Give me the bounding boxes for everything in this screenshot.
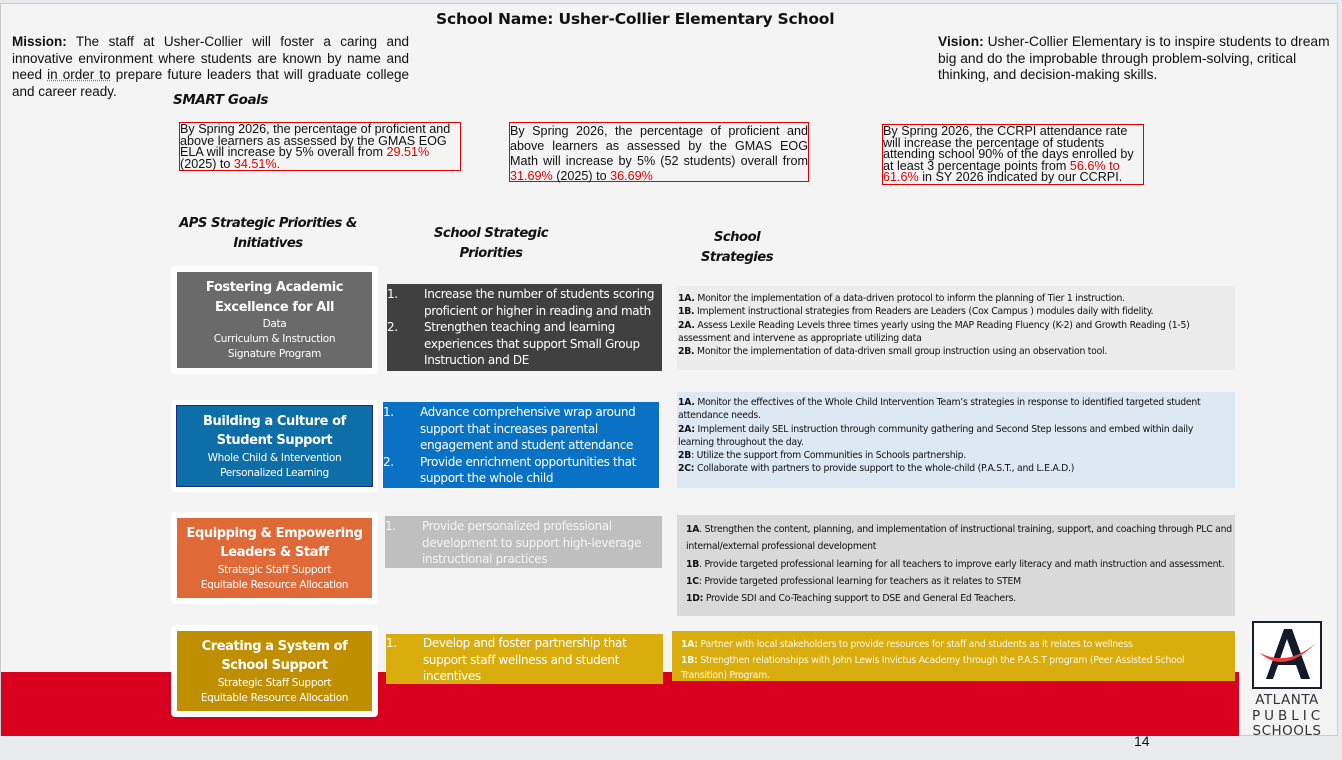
goal-text: By Spring 2026, the percentage of proficient and above learners as assessed by the GMAS EOG Math will increase by 5% (52 students) overall from [510, 124, 808, 168]
strategy-text: Monitor the implementation of data-driven small group instruction using an observation tool. [694, 346, 1108, 358]
priority-text: Provide personalized professional development to support high-leverage instructional practices [422, 519, 642, 567]
column-heading-school-strategies: School Strategies [700, 230, 774, 265]
strategy-code: 1C [686, 575, 699, 587]
school-priorities-box [387, 284, 662, 371]
page-title: School Name: Usher-Collier Elementary School [436, 10, 835, 28]
strategy-code: 1A [686, 524, 700, 535]
strategy-item [678, 292, 1231, 305]
priority-number: 2. [387, 320, 398, 335]
strategy-text: : Utilize the support from Communities in Schools partnership. [691, 450, 967, 462]
smart-goal-math [509, 122, 809, 182]
strategy-code: 1A: [681, 639, 698, 650]
strategy-text: Implement instructional strategies from Readers are Leaders (Cox Campus ) modules daily with fidelity. [694, 306, 1154, 318]
strategy-code: 1A. [678, 293, 695, 304]
school-priorities-box [385, 516, 662, 568]
smart-goals-heading: SMART Goals [173, 92, 269, 108]
aps-priority-title: Creating a System of School Support [201, 638, 348, 673]
goal-text: (2025) to [552, 169, 611, 183]
goal-value-from: 31.69% [510, 169, 553, 183]
strategy-code: 1B: [681, 654, 698, 666]
strategy-code: 1D: [686, 593, 704, 605]
strategy-item [678, 423, 1231, 450]
strategy-text: Strengthen relationships with John Lewis Invictus Academy through the P.A.S.T program (Peer Assisted School Transition) Program. [681, 654, 1185, 681]
page-number: 14 [1134, 733, 1150, 749]
priority-text: Provide enrichment opportunities that support the whole child [420, 454, 636, 486]
aps-a-icon [1254, 623, 1320, 687]
strategy-item [678, 449, 1231, 462]
mission-label: Mission: [12, 34, 67, 49]
aps-initiative: Strategic Staff Support [217, 563, 332, 576]
aps-priority-panel [177, 406, 372, 486]
strategy-item [686, 590, 1233, 607]
aps-priority-panel [177, 518, 372, 598]
mission-text-b: prepare future leaders that will graduate college and career ready. [12, 67, 409, 99]
strategy-text: : Provide targeted professional learning for teachers as it relates to STEM [698, 575, 1021, 587]
smart-goal-ela [179, 122, 461, 171]
mission-text-a: The staff at Usher-Collier will foster a caring and innovative environment where students are known by name and need [12, 34, 409, 82]
column-heading-aps: APS Strategic Priorities & Initiatives [179, 216, 357, 251]
slide [0, 3, 1338, 749]
strategy-item [678, 305, 1231, 318]
school-priority-item [383, 454, 659, 487]
strategy-text: Monitor the implementation of a data-driven protocol to inform the planning of Tier 1 instruction. [694, 293, 1125, 304]
priority-text: Advance comprehensive wrap around support that increases parental engagement and student attendance [420, 405, 636, 453]
school-priorities-list [385, 518, 662, 568]
strategy-code: 1A. [678, 397, 695, 408]
aps-initiative: Signature Program [227, 348, 322, 360]
aps-priority-card [171, 625, 378, 717]
goal-text: in SY 2026 indicated by our CCRPI. [918, 170, 1123, 184]
strategy-code: 2B. [678, 346, 695, 358]
mission-flagged-phrase: in order to [47, 67, 111, 82]
aps-priority-card [171, 266, 378, 374]
mission-statement [12, 34, 409, 100]
strategy-item [681, 637, 1231, 653]
school-priority-item [385, 518, 662, 568]
school-priorities-list [386, 635, 663, 685]
strategy-text: Partner with local stakeholders to provide resources for staff and students as it relates to wellness [697, 639, 1133, 650]
goal-text: By Spring 2026, the percentage of proficient and above learners as assessed by the GMAS EOG ELA will increase by 5% overall from [180, 122, 451, 159]
priority-number: 1. [385, 519, 396, 533]
strategy-code: 2A. [678, 319, 695, 331]
logo-line: PUBLIC [1252, 707, 1325, 724]
aps-initiative: Curriculum & Instruction [213, 333, 336, 345]
column-heading-school-priorities: School Strategic Priorities [433, 226, 549, 261]
school-priority-item [383, 404, 659, 454]
strategy-code: 2B [678, 450, 692, 462]
strategy-text: Collaborate with partners to provide support to the whole-child (P.A.S.T., and L.E.A.D.) [694, 463, 1075, 475]
aps-logo-text [1252, 692, 1325, 740]
school-priority-item [387, 319, 662, 369]
strategy-code: 1B [686, 558, 700, 570]
strategy-code: 1B. [678, 306, 695, 318]
priority-text: Strengthen teaching and learning experiences that support Small Group Instruction and DE [424, 320, 640, 368]
school-priorities-list [387, 286, 662, 369]
strategy-item [678, 319, 1231, 346]
strategy-code: 2A: [678, 423, 695, 435]
aps-initiative: Equitable Resource Allocation [200, 578, 349, 591]
school-priority-item [387, 286, 662, 319]
aps-initiative: Personalized Learning [220, 466, 329, 479]
vision-statement [938, 34, 1338, 84]
priority-text: Develop and foster partnership that support staff wellness and student incentives [423, 636, 627, 684]
vision-label: Vision: [938, 34, 984, 49]
strategy-text: Monitor the effectives of the Whole Child Intervention Team’s strategies in response to identified targeted student attendance needs. [678, 397, 1201, 422]
aps-priority-title: Building a Culture of Student Support [203, 413, 346, 448]
aps-priority-card [171, 400, 378, 492]
school-priorities-box [383, 402, 659, 488]
school-priority-item [386, 635, 663, 685]
goal-text: (2025) to [180, 156, 234, 171]
aps-logo [1252, 621, 1325, 740]
priority-number: 1. [383, 405, 394, 419]
goal-value-range: 56.6% to 61.6% [883, 158, 1120, 184]
strategy-item [686, 556, 1233, 573]
aps-initiative: Equitable Resource Allocation [200, 691, 349, 704]
school-strategies-box [677, 515, 1235, 616]
school-strategies-box [677, 286, 1235, 370]
strategy-text: Provide SDI and Co-Teaching support to DSE and General Ed Teachers. [703, 593, 1016, 605]
aps-priority-title: Fostering Academic Excellence for All [205, 280, 344, 315]
strategy-code: 2C: [678, 463, 695, 475]
logo-line: ATLANTA [1255, 692, 1319, 708]
strategy-text: Assess Lexile Reading Levels three times yearly using the MAP Reading Fluency (K-2) and Growth Reading (1-5) assessment and intervene as appropriate utilizing data [678, 319, 1190, 344]
strategy-item [681, 653, 1231, 684]
aps-priority-panel [177, 272, 372, 368]
aps-priority-card [171, 512, 378, 604]
school-strategies-box [672, 631, 1235, 681]
priority-number: 1. [386, 636, 397, 650]
goal-value-to: 34.51%. [233, 156, 281, 171]
strategy-text: Implement daily SEL instruction through community gathering and Second Step lessons and embed within daily learning throughout the day. [678, 423, 1194, 448]
logo-line: SCHOOLS [1252, 723, 1322, 739]
priority-number: 1. [387, 287, 398, 301]
aps-priority-title: Equipping & Empowering Leaders & Staff [186, 525, 363, 560]
school-priorities-list [383, 404, 659, 487]
aps-initiative: Whole Child & Intervention [207, 451, 342, 464]
goal-value-from: 29.51% [386, 145, 430, 159]
strategy-text: . Provide targeted professional learning for all teachers to improve early literacy and math instruction and assessment. [699, 558, 1225, 570]
goal-text: By Spring 2026, the CCRPI attendance rate will increase the percentage of students attending school 90% of the days enrolled by at least 3 percentage points from [883, 124, 1134, 173]
strategy-item [678, 345, 1231, 358]
aps-initiative: Data [262, 318, 287, 330]
vision-text: Usher-Collier Elementary is to inspire students to dream big and do the improbable through problem-solving, critical thinking, and decision-making skills. [938, 34, 1330, 82]
strategy-item [678, 396, 1231, 423]
strategy-item [678, 462, 1231, 475]
priority-text: Increase the number of students scoring proficient or higher in reading and math [424, 287, 655, 318]
strategy-item [686, 521, 1233, 556]
aps-priority-panel [177, 631, 372, 711]
aps-initiative: Strategic Staff Support [217, 676, 332, 689]
school-priorities-box [386, 634, 663, 684]
school-strategies-box [677, 392, 1235, 488]
goal-value-to: 36.69% [610, 169, 653, 183]
strategy-item [686, 573, 1233, 590]
aps-logo-mark [1252, 621, 1322, 689]
smart-goal-attendance [882, 124, 1144, 185]
strategy-text: . Strengthen the content, planning, and implementation of instructional training, support, and coaching through PLC and internal/external professional development [686, 524, 1232, 553]
priority-number: 2. [383, 454, 394, 469]
